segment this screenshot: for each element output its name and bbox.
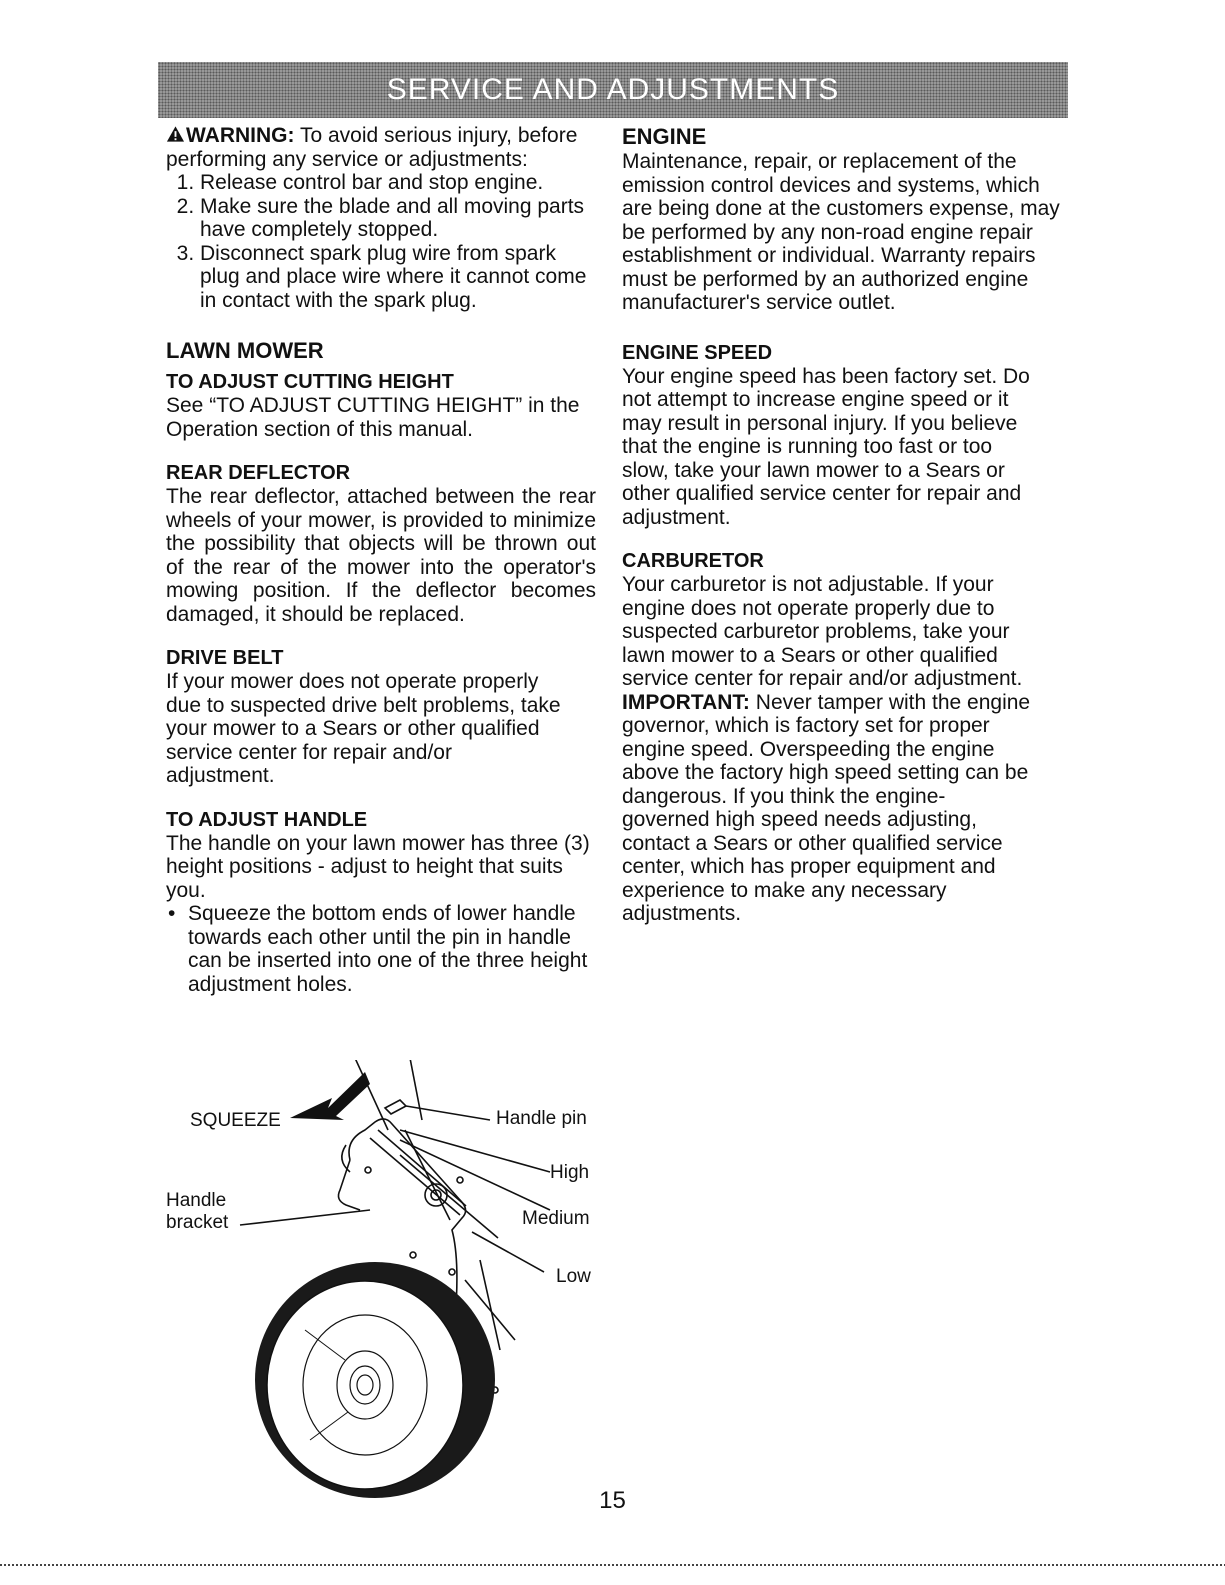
label-low: Low bbox=[556, 1266, 591, 1287]
right-column bbox=[622, 124, 1062, 926]
rear-deflector-heading: REAR DEFLECTOR bbox=[166, 462, 351, 484]
important-note bbox=[622, 691, 1032, 926]
engine-heading: ENGINE bbox=[622, 124, 707, 149]
label-high: High bbox=[550, 1162, 590, 1183]
drive-belt-heading: DRIVE BELT bbox=[166, 647, 284, 669]
label-squeeze: SQUEEZE bbox=[190, 1110, 281, 1131]
drive-belt-body: If your mower does not operate properly due to suspected drive belt problems, take your mower to a Sears or other qualified service center for repair and/or adjustment. bbox=[166, 670, 561, 787]
warning-step: 2. Make sure the blade and all moving parts have completely stopped. bbox=[200, 195, 596, 242]
engine-speed-body: Your engine speed has been factory set. Do not attempt to increase engine speed or it may result in personal injury. If you believe that the engine is running too fast or too slow, take your lawn mower to a Sears or other qualified service center for repair and adjustment. bbox=[622, 364, 1030, 529]
warning-intro-1: To avoid serious injury, before bbox=[299, 124, 578, 147]
carburetor-body: Your carburetor is not adjustable. If your engine does not operate properly due to suspected carburetor problems, take your lawn mower to a Sears or other qualified service center for repair and/or adjustment. bbox=[622, 573, 1023, 690]
cutting-height-body: See “TO ADJUST CUTTING HEIGHT” in the Operation section of this manual. bbox=[166, 394, 580, 441]
important-label: IMPORTANT: bbox=[622, 690, 750, 714]
list-item bbox=[168, 902, 596, 996]
label-medium: Medium bbox=[522, 1208, 590, 1229]
warning-step: 1. Release control bar and stop engine. bbox=[200, 171, 596, 195]
cutting-height-heading: TO ADJUST CUTTING HEIGHT bbox=[166, 371, 454, 393]
warning-triangle-icon bbox=[166, 125, 185, 143]
adjust-handle-heading: TO ADJUST HANDLE bbox=[166, 808, 368, 831]
page-number: 15 bbox=[599, 1487, 626, 1514]
adjust-handle-body: The handle on your lawn mower has three (3) height positions - adjust to height that suits you. bbox=[166, 831, 590, 902]
warning-step: 3. Disconnect spark plug wire from spark plug and place wire where it cannot come in contact with the spark plug. bbox=[200, 242, 596, 313]
warning-label: WARNING: bbox=[186, 124, 295, 147]
label-handle: Handle bbox=[166, 1190, 227, 1211]
section-title: SERVICE AND ADJUSTMENTS bbox=[386, 73, 840, 106]
warning-intro bbox=[166, 124, 596, 148]
lawn-mower-heading: LAWN MOWER bbox=[166, 338, 324, 363]
handle-adjustment-figure bbox=[160, 1060, 610, 1500]
bottom-divider bbox=[0, 1564, 1225, 1566]
label-bracket: bracket bbox=[166, 1212, 229, 1233]
warning-intro-2: performing any service or adjustments: bbox=[166, 147, 528, 171]
label-handle-pin: Handle pin bbox=[496, 1108, 587, 1129]
left-column bbox=[166, 124, 596, 996]
bullet-icon: • bbox=[168, 902, 176, 925]
warning-steps bbox=[166, 171, 596, 312]
adjust-handle-bullets bbox=[166, 902, 596, 996]
engine-speed-heading: ENGINE SPEED bbox=[622, 341, 773, 364]
section-banner bbox=[158, 62, 1068, 118]
carburetor-heading: CARBURETOR bbox=[622, 550, 764, 572]
adjust-handle-bullet: Squeeze the bottom ends of lower handle towards each other until the pin in handle can be inserted into one of the three height adjustment holes. bbox=[188, 902, 588, 996]
engine-body: Maintenance, repair, or replacement of the emission control devices and systems, which are being done at the customers expense, may be performed by any non-road engine repair establishment or individual. Warranty repairs must be performed by an authorized engine manufacturer's service outlet. bbox=[622, 150, 1060, 314]
rear-deflector-body: The rear deflector, attached between the rear wheels of your mower, is provided to minimize the possibility that objects will be thrown out of the rear of the mower into the operator's mowing position. If the deflector becomes damaged, it should be replaced. bbox=[166, 485, 596, 626]
important-body: Never tamper with the engine governor, which is factory set for proper engine speed. Overspeeding the engine above the factory high speed setting can be dangerous. If you think the engine-governed high speed needs adjusting, contact a Sears or other qualified service center, which has proper equipment and experience to make any necessary adjustments. bbox=[622, 690, 1031, 925]
